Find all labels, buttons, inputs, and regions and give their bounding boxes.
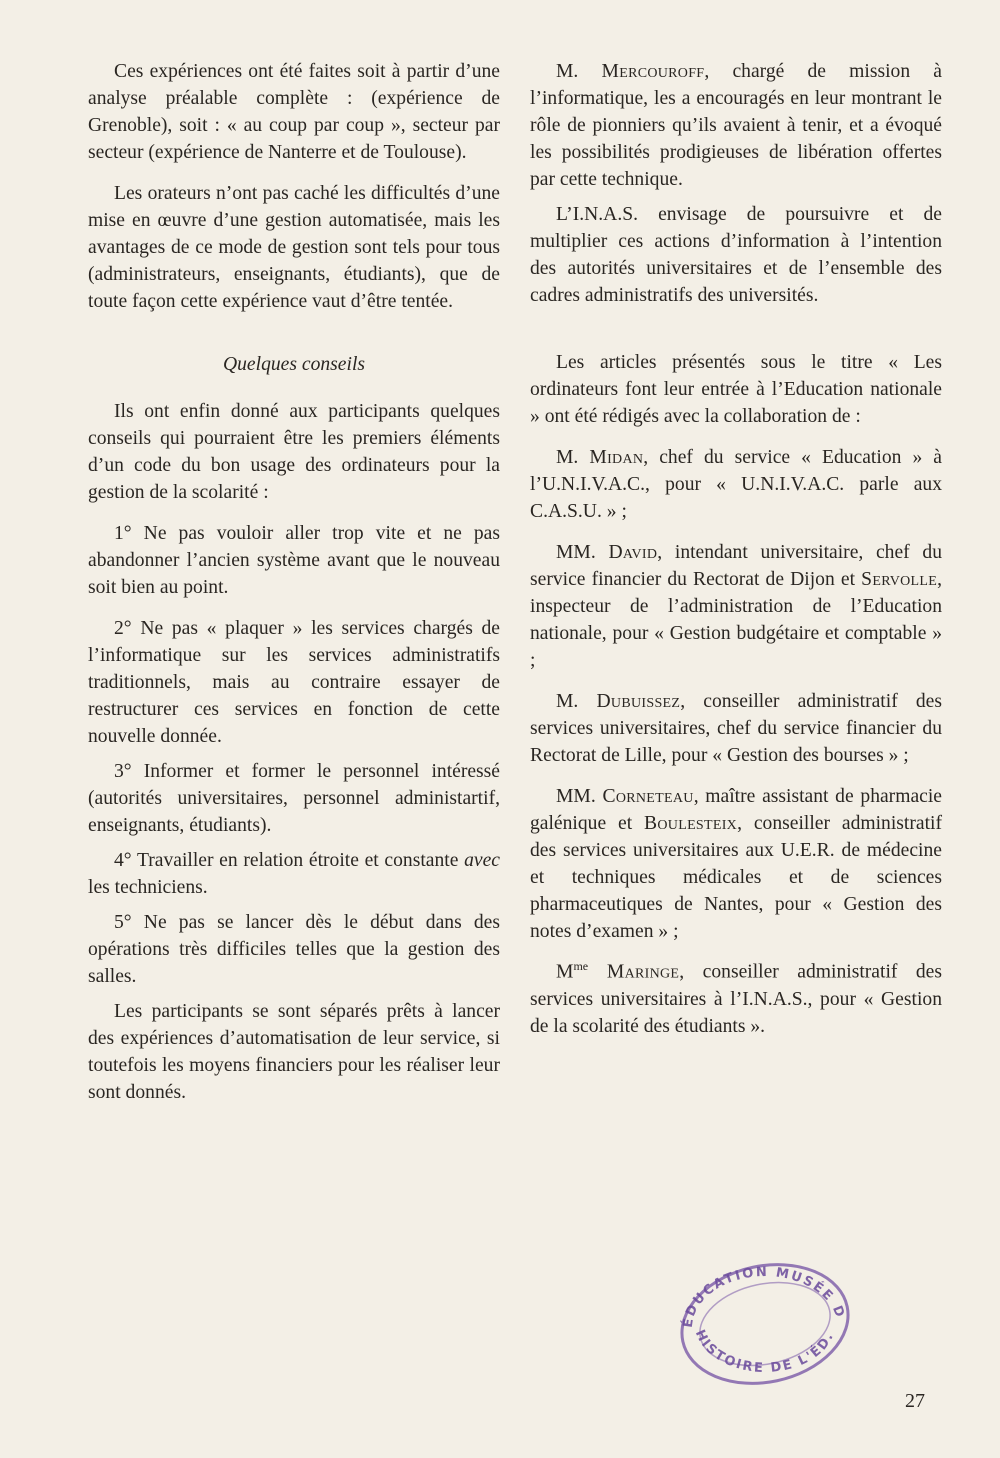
advice-item: 1° Ne pas vouloir aller trop vite et ne pas abandonner l’ancien système avant que le nouveau soit bien au point. <box>88 523 500 598</box>
advice-item: 4° Travailler en relation étroite et constante avec les techniciens. <box>88 850 500 898</box>
contributor-entry: $M^{me}$ Maringe, conseiller administratif des services universitaires à l’I.N.A.S., pour « Gestion de la scolarité des étudiants ». <box>530 959 943 1037</box>
paragraph: M. Mercouroff, chargé de mission à l’informatique, les a encouragés en leur montrant le rôle de pionniers qu’ils avaient à tenir, et a évoqué les possibilités prodigieuses de libération offertes par cette technique. <box>530 61 942 190</box>
paragraph: Ces expériences ont été faites soit à partir d’une analyse préalable complète : (expérience de Grenoble), soit : « au coup par coup », secteur par secteur (expérience de Nanterre et de Toulouse). <box>88 61 500 163</box>
contributor-entry: M. Midan, chef du service « Education » à l’U.N.I.V.A.C., pour « U.N.I.V.A.C. parle aux C.A.S.U. » ; <box>530 447 942 522</box>
page-number: 27 <box>905 1390 925 1412</box>
right-column <box>530 58 942 1040</box>
museum-stamp-icon <box>672 1258 858 1388</box>
paragraph: Les orateurs n’ont pas caché les difficultés d’une mise en œuvre d’une gestion automatisée, mais les avantages de ce mode de gestion sont tels pour tous (administrateurs, enseignants, étudiants), que de toute façon cette expérience vaut d’être tentée. <box>88 183 500 312</box>
section-heading: Quelques conseils <box>222 354 366 375</box>
svg-text:HISTOIRE DE L'ÉD.: HISTOIRE DE L'ÉD. <box>691 1327 838 1377</box>
advice-item: 5° Ne pas se lancer dès le début dans des opérations très difficiles telles que la gestion des salles. <box>88 912 500 987</box>
contributor-entry: MM. David, intendant universitaire, chef du service financier du Rectorat de Dijon et Servolle, inspecteur de l’administration de l’Education nationale, pour « Gestion budgétaire et comptable » ; <box>530 542 942 671</box>
contributor-entry: M. Dubuissez, conseiller administratif des services universitaires, chef du service financier du Rectorat de Lille, pour « Gestion des bourses » ; <box>530 691 942 766</box>
advice-item: 2° Ne pas « plaquer » les services chargés de l’informatique sur les services administratifs traditionnels, mais au contraire essayer de restructurer ces services en fonction de cette nouvelle donnée. <box>88 618 500 747</box>
paragraph: Les participants se sont séparés prêts à lancer des expériences d’automatisation de leur service, si toutefois les moyens financiers pour les réaliser leur sont donnés. <box>88 1001 500 1103</box>
svg-text:ÉDUCATION MUSÉE D: ÉDUCATION MUSÉE D <box>680 1264 848 1329</box>
advice-item: 3° Informer et former le personnel intéressé (autorités universitaires, personnel administartif, enseignants, étudiants). <box>88 761 500 836</box>
paragraph: L’I.N.A.S. envisage de poursuivre et de multiplier ces actions d’information à l’intention des autorités universitaires et de l’ensemble des cadres administratifs des universités. <box>530 204 942 306</box>
contributor-entry: MM. Corneteau, maître assistant de pharmacie galénique et Boulesteix, conseiller administratif des services universitaires aux U.E.R. de médecine et techniques médicales et de sciences pharmaceutiques de Nantes, pour « Gestion des notes d’examen » ; <box>530 786 942 942</box>
left-column <box>88 58 500 1106</box>
paragraph: Ils ont enfin donné aux participants quelques conseils qui pourraient être les premiers éléments d’un code du bon usage des ordinateurs pour la gestion de la scolarité : <box>88 401 500 503</box>
paragraph: Les articles présentés sous le titre « Les ordinateurs font leur entrée à l’Education nationale » ont été rédigés avec la collaboration de : <box>530 352 942 427</box>
